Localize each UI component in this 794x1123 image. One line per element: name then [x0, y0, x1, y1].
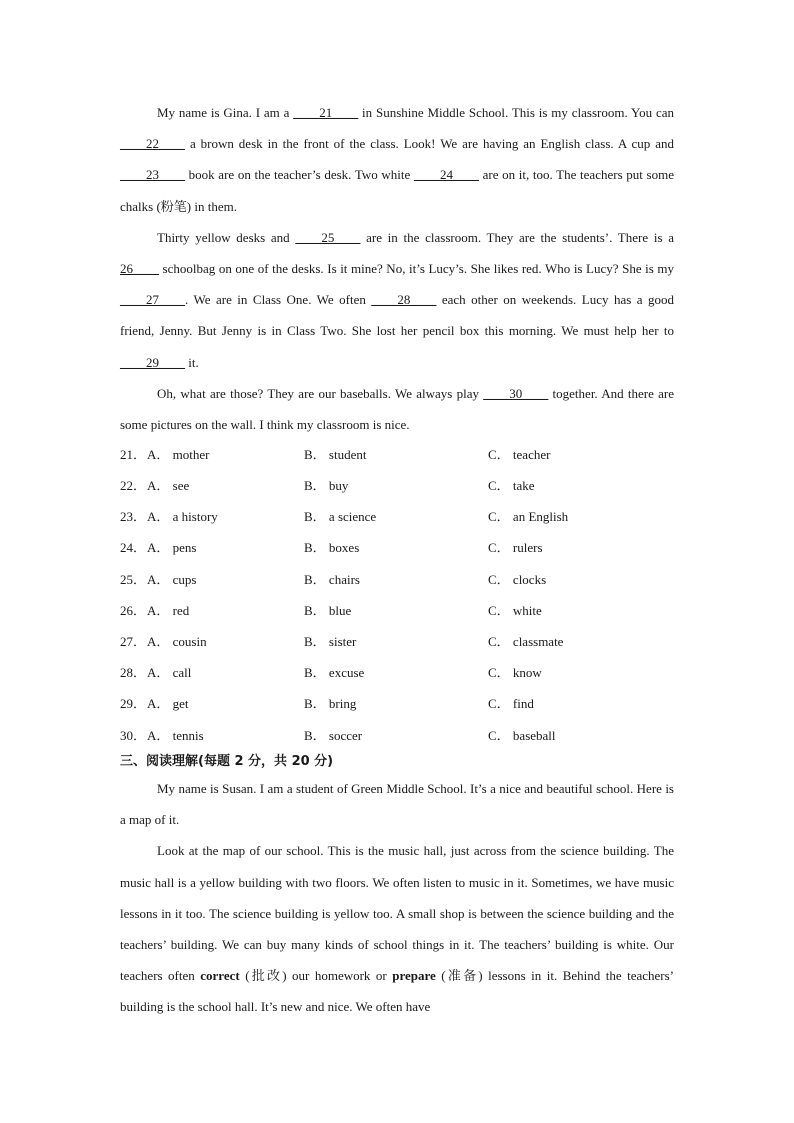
- reading-paragraph-1: [120, 773, 674, 835]
- option-c: C． find: [488, 696, 534, 711]
- question-number: 29．: [120, 696, 147, 711]
- option-c: C． classmate: [488, 634, 564, 649]
- question-number: 23．: [120, 509, 147, 524]
- question-30: [120, 726, 674, 746]
- answer-blank: ____25____: [295, 229, 361, 245]
- text-run: My name is Susan. I am a student of Green Middle School. It’s a nice and beautiful school. Here is a map of it.: [120, 781, 674, 828]
- option-b: B． soccer: [304, 728, 363, 743]
- option-a: A． cups: [147, 572, 197, 587]
- option-b: B． chairs: [304, 572, 360, 587]
- text-run: Thirty yellow desks and: [157, 229, 296, 245]
- text-run: in Sunshine Middle School. This is my classroom. You can: [358, 105, 674, 120]
- reading-passage: [120, 773, 674, 1023]
- question-22: [120, 476, 674, 496]
- question-24: [120, 538, 674, 558]
- cloze-paragraph-3: [120, 378, 674, 440]
- text-run: each other on weekends. Lucy has a good friend, Jenny. But Jenny is in Class Two. She lost her pencil box this morning. We must help her to: [120, 292, 674, 339]
- option-c: C． an English: [488, 509, 569, 524]
- question-number: 25．: [120, 572, 147, 587]
- text-run: schoolbag on one of the desks. Is it mine? No, it’s Lucy’s. She likes red. Who is Lucy? She is my: [159, 261, 674, 277]
- option-c: C． white: [488, 603, 542, 618]
- option-b: B． excuse: [304, 665, 365, 680]
- option-c: C． clocks: [488, 572, 547, 587]
- question-21: [120, 445, 674, 465]
- option-c: C． teacher: [488, 447, 551, 462]
- question-number: 22．: [120, 478, 147, 493]
- question-29: [120, 694, 674, 714]
- question-number: 26．: [120, 603, 147, 618]
- option-c: C． rulers: [488, 540, 543, 555]
- answer-blank: 26____: [120, 261, 159, 277]
- cloze-passage: [120, 97, 674, 440]
- text-run: (准备) lessons in it. Behind the teachers’ building is the school hall. It’s new and nice. We often have: [120, 968, 675, 1015]
- text-run: . We are in Class One. We often: [185, 292, 372, 308]
- option-a: A． a history: [147, 509, 218, 524]
- option-a: A． see: [147, 478, 190, 493]
- text-run: it.: [185, 354, 199, 370]
- option-b: B． a science: [304, 509, 377, 524]
- answer-blank: ____22____: [120, 136, 185, 152]
- text-run: My name is Gina. I am a: [157, 105, 294, 120]
- section-title: 三、阅读理解(每题 2 分，共 20 分): [120, 754, 334, 769]
- text-run: a brown desk in the front of the class. Look! We are having an English class. A cup and: [185, 136, 674, 152]
- question-number: 21．: [120, 447, 147, 462]
- answer-blank: ____28____: [371, 292, 437, 308]
- option-c: C． know: [488, 665, 542, 680]
- answer-blank: ____29____: [120, 354, 185, 370]
- question-number: 28．: [120, 665, 147, 680]
- question-number: 30．: [120, 728, 147, 743]
- question-23: [120, 507, 674, 527]
- answer-blank: ____30____: [483, 385, 549, 401]
- option-b: B． sister: [304, 634, 357, 649]
- text-run: are in the classroom. They are the students’. There is a: [360, 229, 674, 245]
- cloze-paragraph-1: [120, 97, 674, 222]
- text-run: Oh, what are those? They are our baseballs. We always play: [157, 385, 484, 401]
- option-a: A． cousin: [147, 634, 207, 649]
- option-a: A． get: [147, 696, 189, 711]
- option-b: B． student: [304, 447, 367, 462]
- question-number: 27．: [120, 634, 147, 649]
- option-a: A． red: [147, 603, 190, 618]
- option-a: A． call: [147, 665, 192, 680]
- option-b: B． bring: [304, 696, 357, 711]
- text-run: are on it, too. The teachers put some chalks (粉笔) in them.: [120, 167, 674, 214]
- reading-paragraph-2: [120, 835, 674, 1022]
- bold-word: prepare: [392, 968, 436, 984]
- option-a: A． pens: [147, 540, 197, 555]
- answer-blank: ____24____: [413, 167, 479, 183]
- question-number: 24．: [120, 540, 147, 555]
- option-a: A． mother: [147, 447, 210, 462]
- text-run: Look at the map of our school. This is the music hall, just across from the science building. The music hall is a yellow building with two floors. We often listen to music in it. Sometimes, we have music lessons in it too. The science building is yellow too. A small shop is between the science building and the teachers’ building. We can buy many kinds of school things in it. The teachers’ building is white. Our teachers often: [120, 843, 674, 984]
- text-run: (批改) our homework or: [239, 968, 393, 984]
- option-b: B． blue: [304, 603, 352, 618]
- answer-blank: ____27____: [120, 292, 185, 308]
- question-27: [120, 632, 674, 652]
- text-run: together. And there are some pictures on the wall. I think my classroom is nice.: [120, 385, 675, 433]
- answer-blank: ____23____: [120, 167, 185, 183]
- option-b: B． boxes: [304, 540, 360, 555]
- question-26: [120, 601, 674, 621]
- answer-blank: ____21____: [293, 105, 359, 120]
- option-b: B． buy: [304, 478, 349, 493]
- question-28: [120, 663, 674, 683]
- option-c: C． baseball: [488, 728, 556, 743]
- question-25: [120, 570, 674, 590]
- text-run: book are on the teacher’s desk. Two white: [185, 167, 414, 183]
- option-c: C． take: [488, 478, 535, 493]
- bold-word: correct: [200, 968, 240, 984]
- option-a: A． tennis: [147, 728, 204, 743]
- cloze-paragraph-2: [120, 222, 674, 378]
